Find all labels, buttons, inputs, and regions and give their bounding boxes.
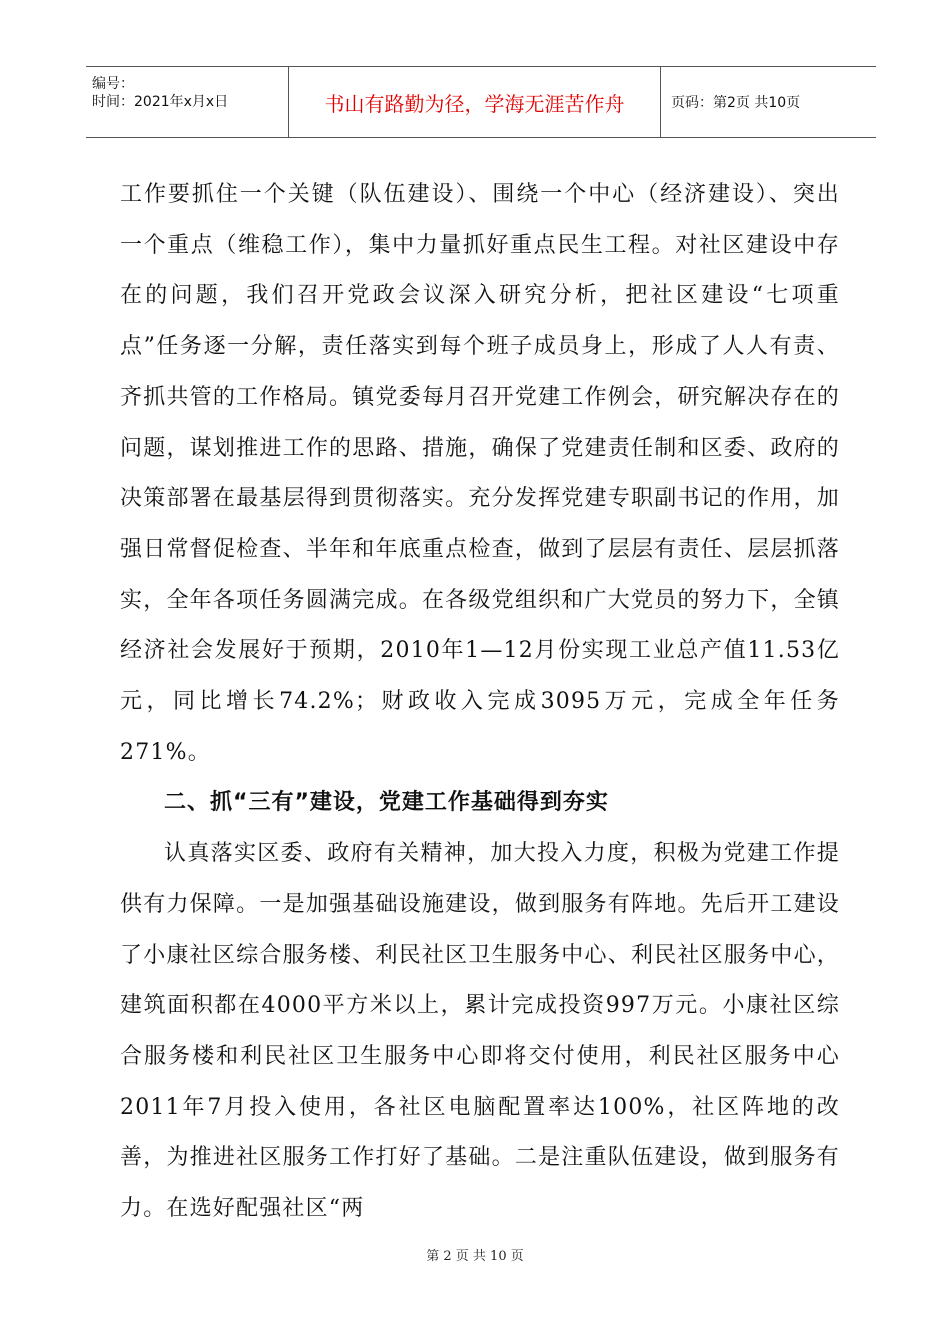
- page-footer: 第 2 页 共 10 页: [426, 1249, 524, 1264]
- header-meta: [86, 67, 289, 137]
- body-paragraph-1: 工作要抓住一个关键（队伍建设）、围绕一个中心（经济建设）、突出一个重点（维稳工作），集中力量抓好重点民生工程。对社区建设中存在的问题，我们召开党政会议深入研究分析，把社区建设“七项重点”任务逐一分解，责任落实到每个班子成员身上，形成了人人有责、齐抓共管的工作格局。镇党委每月召开党建工作例会，研究解决存在的问题，谋划推进工作的思路、措施，确保了党建责任制和区委、政府的决策部署在最基层得到贯彻落实。充分发挥党建专职副书记的作用，加强日常督促检查、半年和年底重点检查，做到了层层有责任、层层抓落实，全年各项任务圆满完成。在各级党组织和广大党员的努力下，全镇经济社会发展好于预期，2010年1—12月份实现工业总产值11.53亿元，同比增长74.2%；财政收入完成3095万元，完成全年任务271%。: [120, 182, 840, 765]
- document-body: [120, 170, 840, 1235]
- section-heading-2: 二、抓“三有”建设，党建工作基础得到夯实: [164, 790, 609, 816]
- body-paragraph-2: 认真落实区委、政府有关精神，加大投入力度，积极为党建工作提供有力保障。一是加强基础设施建设，做到服务有阵地。先后开工建设了小康社区综合服务楼、利民社区卫生服务中心、利民社区服务中心，建筑面积都在4000平方米以上，累计完成投资997万元。小康社区综合服务楼和利民社区卫生服务中心即将交付使用，利民社区服务中心2011年7月投入使用，各社区电脑配置率达100%，社区阵地的改善，为推进社区服务工作打好了基础。二是注重队伍建设，做到服务有力。在选好配强社区“两: [120, 841, 840, 1222]
- document-date-label: 时间：2021年x月x日: [92, 94, 229, 110]
- header-motto: 书山有路勤为径，学海无涯苦作舟: [289, 67, 661, 137]
- page-header: [86, 66, 876, 138]
- header-page-label: 页码：第2页 共10页: [671, 95, 801, 111]
- document-number-label: 编号：: [92, 76, 134, 92]
